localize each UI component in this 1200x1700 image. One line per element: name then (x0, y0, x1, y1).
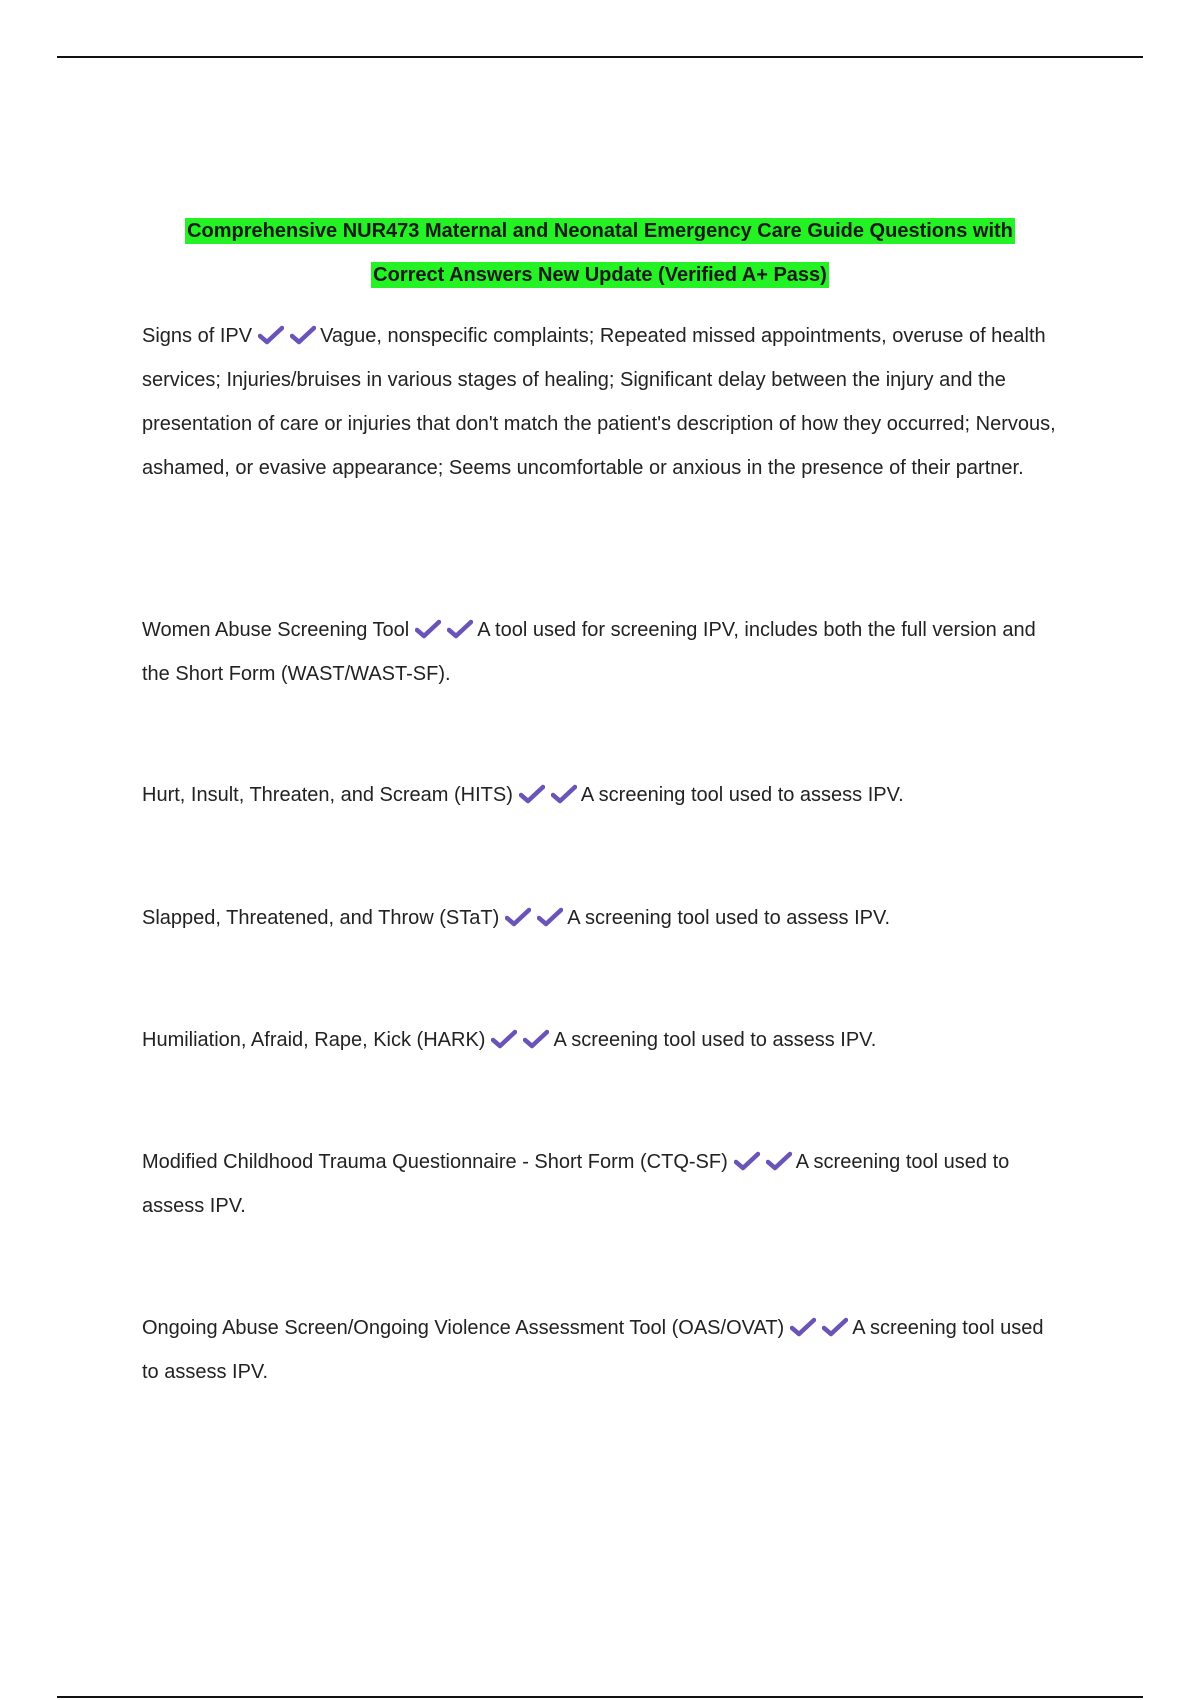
qa-entry-hark (142, 1018, 1062, 1062)
entry-term: Signs of IPV (142, 325, 253, 347)
check-mark-icon (447, 619, 473, 639)
entry-answer: Vague, nonspecific complaints; Repeated missed appointments, overuse of health services; Injuries/bruises in various stages of healing; Significant delay between the injury and the presentation of care or injuries that don't match the patient's description of how they occurred; Nervous, ashamed, or evasive appearance; Seems uncomfortable or anxious in the presence of their partner. (142, 325, 1056, 479)
entry-term: Women Abuse Screening Tool (142, 619, 410, 641)
check-pair (505, 896, 563, 940)
title-line-2: Correct Answers New Update (Verified A+ Pass) (373, 264, 827, 286)
check-mark-icon (822, 1317, 848, 1337)
entry-term: Modified Childhood Trauma Questionnaire - Short Form (CTQ-SF) (142, 1151, 728, 1173)
entry-answer: A screening tool used to assess IPV. (142, 1317, 1044, 1383)
check-mark-icon (523, 1029, 549, 1049)
check-pair (415, 608, 473, 652)
qa-entry-hits (142, 773, 1062, 817)
check-pair (491, 1018, 549, 1062)
qa-entry-oas-ovat (142, 1306, 1062, 1394)
check-mark-icon (519, 784, 545, 804)
entry-term: Slapped, Threatened, and Throw (STaT) (142, 907, 500, 929)
check-pair (790, 1306, 848, 1350)
entry-term: Hurt, Insult, Threaten, and Scream (HITS) (142, 784, 513, 806)
check-pair (734, 1140, 792, 1184)
document-title (130, 209, 1070, 297)
check-mark-icon (734, 1151, 760, 1171)
check-mark-icon (290, 325, 316, 345)
check-mark-icon (537, 907, 563, 927)
check-pair (519, 773, 577, 817)
header-rule (57, 56, 1143, 58)
entry-answer: A tool used for screening IPV, includes both the full version and the Short Form (WAST/WAST-SF). (142, 619, 1036, 685)
qa-entry-stat (142, 896, 1062, 940)
check-mark-icon (415, 619, 441, 639)
qa-entry-signs-of-ipv (142, 314, 1062, 490)
check-mark-icon (258, 325, 284, 345)
entry-answer: A screening tool used to assess IPV. (580, 784, 904, 806)
check-mark-icon (790, 1317, 816, 1337)
check-mark-icon (505, 907, 531, 927)
check-mark-icon (551, 784, 577, 804)
check-mark-icon (491, 1029, 517, 1049)
footer-rule (57, 1696, 1143, 1698)
entry-answer: A screening tool used to assess IPV. (567, 907, 891, 929)
entry-term: Humiliation, Afraid, Rape, Kick (HARK) (142, 1029, 486, 1051)
entry-term: Ongoing Abuse Screen/Ongoing Violence Assessment Tool (OAS/OVAT) (142, 1317, 785, 1339)
entry-answer: A screening tool used to assess IPV. (553, 1029, 877, 1051)
check-pair (258, 314, 316, 358)
title-line-1: Comprehensive NUR473 Maternal and Neonatal Emergency Care Guide Questions with (187, 220, 1013, 242)
entry-answer: A screening tool used to assess IPV. (142, 1151, 1010, 1217)
check-mark-icon (766, 1151, 792, 1171)
qa-entry-ctq-sf (142, 1140, 1062, 1228)
qa-entry-wast (142, 608, 1062, 696)
